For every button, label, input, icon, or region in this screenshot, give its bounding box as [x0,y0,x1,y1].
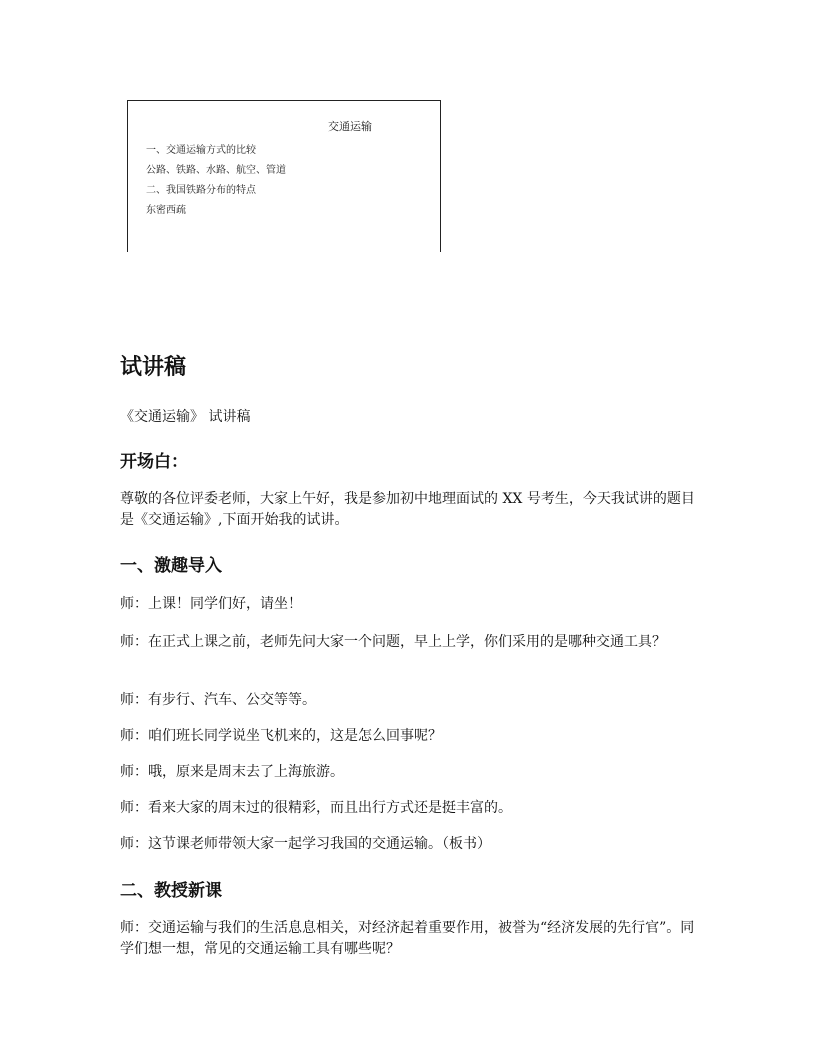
opening-paragraph: 尊敬的各位评委老师，大家上午好，我是参加初中地理面试的 XX 号考生，今天我试讲的题目是《交通运输》,下面开始我的试讲。 [120,491,695,528]
paragraph: 师：这节课老师带领大家一起学习我国的交通运输。（板书） [120,836,491,852]
document-title: 试讲稿 [120,355,187,380]
board-title: 交通运输 [328,120,372,133]
paragraph: 师：咱们班长同学说坐飞机来的，这是怎么回事呢？ [120,728,442,744]
board-line: 一、交通运输方式的比较 [146,145,256,156]
section-heading-intro: 一、激趣导入 [120,556,222,576]
opening-heading: 开场白： [120,452,188,472]
paragraph: 师：哦，原来是周末去了上海旅游。 [120,764,344,780]
paragraph: 师：看来大家的周末过的很精彩，而且出行方式还是挺丰富的。 [120,800,512,816]
paragraph: 师：交通运输与我们的生活息息相关，对经济起着重要作用，被誉为“经济发展的先行官”。同学们想一想，常见的交通运输工具有哪些呢？ [120,920,695,957]
paragraph: 师：在正式上课之前，老师先问大家一个问题，早上上学，你们采用的是哪种交通工具？ [120,634,666,650]
board-line: 公路、铁路、水路、航空、管道 [146,165,286,176]
board-line: 东密西疏 [146,205,186,216]
section-heading-new-lesson: 二、教授新课 [120,881,222,901]
paragraph: 师：上课！同学们好，请坐！ [120,596,302,612]
paragraph: 师：有步行、汽车、公交等等。 [120,692,316,708]
board-line: 二、我国铁路分布的特点 [146,185,256,196]
blackboard-outline [127,100,441,252]
document-subtitle: 《交通运输》 试讲稿 [120,409,251,425]
